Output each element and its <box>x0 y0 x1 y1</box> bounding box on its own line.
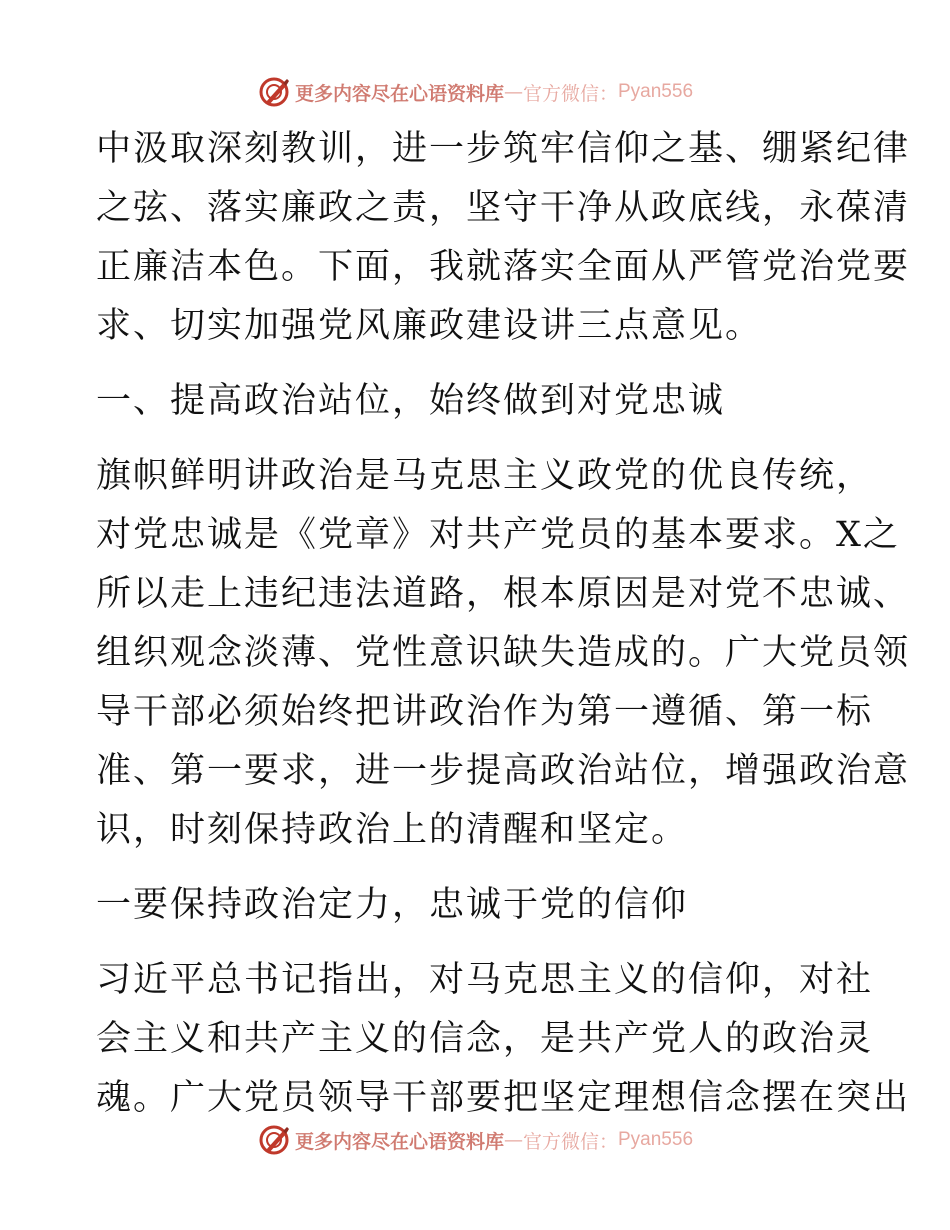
banner-main-text: 更多内容尽在心语资料库 <box>294 82 504 105</box>
footer-banner <box>0 1120 950 1160</box>
banner-separator: — <box>503 81 523 103</box>
pen-logo-icon <box>257 1123 291 1157</box>
banner-separator: — <box>503 1129 523 1151</box>
intro-line: 中汲取深刻教训，进一步筑牢信仰之基、绷紧纪律 <box>96 129 911 169</box>
para1-line: 旗帜鲜明讲政治是马克思主义政党的优良传统， <box>96 456 874 496</box>
para1-line: 识，时刻保持政治上的清醒和坚定。 <box>96 810 689 850</box>
para2-line: 会主义和共产主义的信念，是共产党人的政治灵 <box>96 1019 874 1059</box>
para1-line: 导干部必须始终把讲政治作为第一遵循、第一标 <box>96 692 874 732</box>
section-heading-2: 一要保持政治定力，忠诚于党的信仰 <box>96 885 689 925</box>
para1-line: 所以走上违纪违法道路，根本原因是对党不忠诚、 <box>96 574 911 614</box>
document-body <box>96 120 911 1128</box>
pen-logo-icon <box>257 75 291 109</box>
para1-line: 组织观念淡薄、党性意识缺失造成的。广大党员领 <box>96 633 911 673</box>
intro-line: 之弦、落实廉政之责，坚守干净从政底线，永葆清 <box>96 188 911 228</box>
para1-line: 准、第一要求，进一步提高政治站位，增强政治意 <box>96 751 911 791</box>
section-heading-1: 一、提高政治站位，始终做到对党忠诚 <box>96 381 726 421</box>
para2-line: 魂。广大党员领导干部要把坚定理想信念摆在突出 <box>96 1078 911 1118</box>
banner-wechat-id: Pyan556 <box>618 1129 694 1150</box>
banner-label: 官方微信： <box>522 82 618 105</box>
intro-line: 正廉洁本色。下面，我就落实全面从严管党治党要 <box>96 247 911 287</box>
banner-main-text: 更多内容尽在心语资料库 <box>294 1130 504 1153</box>
para2-line: 习近平总书记指出，对马克思主义的信仰，对社 <box>96 960 874 1000</box>
banner-label: 官方微信： <box>522 1130 618 1153</box>
banner-wechat-id: Pyan556 <box>618 81 694 102</box>
para1-line: 对党忠诚是《党章》对共产党员的基本要求。X之 <box>96 515 900 555</box>
header-banner <box>0 72 950 112</box>
intro-line: 求、切实加强党风廉政建设讲三点意见。 <box>96 306 763 346</box>
